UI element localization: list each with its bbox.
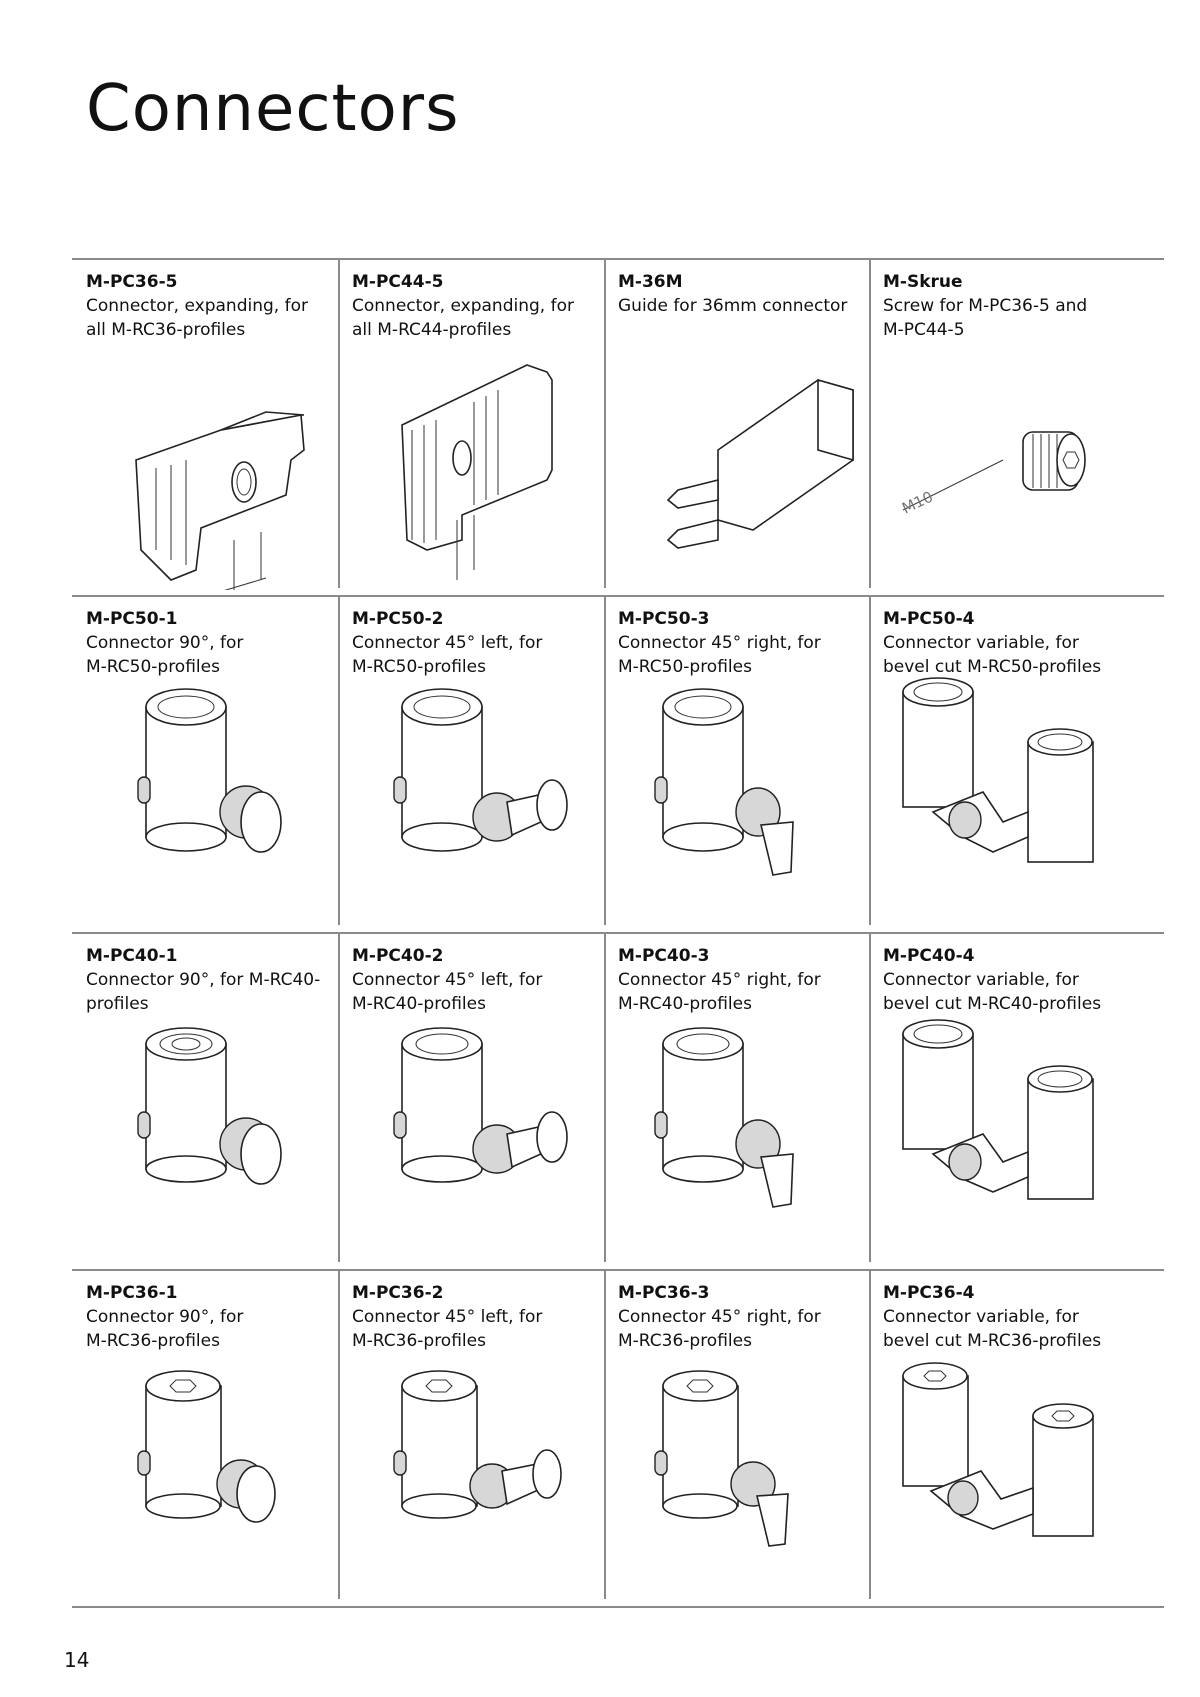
dimension-label: M10 <box>899 487 936 518</box>
product-code: M-PC36-4 <box>883 1283 975 1303</box>
product-card <box>883 944 1153 1264</box>
product-card <box>352 607 602 927</box>
product-desc-line: profiles <box>86 994 149 1014</box>
dimension-label <box>411 589 447 590</box>
product-desc-line: M-RC40-profiles <box>618 994 752 1014</box>
product-grid <box>72 258 1164 1606</box>
product-desc-line: M-RC36-profiles <box>352 1331 486 1351</box>
product-desc-line: Connector 45° left, for <box>352 970 543 990</box>
product-desc-line: M-PC44-5 <box>883 320 965 340</box>
column-divider <box>338 932 340 1262</box>
connector-45-left-icon <box>352 944 602 1264</box>
product-card <box>86 607 336 927</box>
product-card <box>618 1281 868 1601</box>
product-code: M-PC36-1 <box>86 1283 178 1303</box>
page-number: 14 <box>64 1648 90 1672</box>
product-desc-line: Connector, expanding, for <box>86 296 308 316</box>
connector-45-left-icon <box>352 607 602 927</box>
expanding-connector-wide-icon <box>352 270 602 590</box>
column-divider <box>604 932 606 1262</box>
row-divider <box>72 595 1164 597</box>
product-card <box>352 1281 602 1601</box>
product-desc-line: Connector 45° right, for <box>618 1307 821 1327</box>
product-code: M-PC44-5 <box>352 272 444 292</box>
connector-45-right-icon <box>618 944 868 1264</box>
connector-45-right-icon <box>618 1281 868 1601</box>
row-divider <box>72 932 1164 934</box>
product-code: M-PC36-5 <box>86 272 178 292</box>
product-desc-line: Connector 90°, for <box>86 633 244 653</box>
product-code: M-PC40-2 <box>352 946 444 966</box>
product-desc-line: bevel cut M-RC36-profiles <box>883 1331 1102 1351</box>
page-title: Connectors <box>86 72 460 146</box>
product-card <box>883 1281 1153 1601</box>
product-card <box>352 944 602 1264</box>
column-divider <box>869 595 871 925</box>
product-desc-line: all M-RC44-profiles <box>352 320 512 340</box>
product-card <box>618 944 868 1264</box>
product-code: M-PC50-3 <box>618 609 710 629</box>
connector-variable-icon <box>883 1281 1153 1601</box>
product-desc-line: M-RC36-profiles <box>86 1331 220 1351</box>
product-desc-line: Connector 45° left, for <box>352 633 543 653</box>
connector-45-right-icon <box>618 607 868 927</box>
row-divider <box>72 258 1164 260</box>
column-divider <box>604 1269 606 1599</box>
product-card <box>86 944 336 1264</box>
column-divider <box>338 1269 340 1599</box>
product-code: M-PC40-3 <box>618 946 710 966</box>
product-desc-line: all M-RC36-profiles <box>86 320 246 340</box>
connector-90-icon <box>86 1281 336 1601</box>
product-desc-line: Connector 45° right, for <box>618 633 821 653</box>
column-divider <box>869 1269 871 1599</box>
product-desc-line: Connector, expanding, for <box>352 296 574 316</box>
row-divider <box>72 1269 1164 1271</box>
product-card <box>86 270 336 590</box>
product-desc-line: Guide for 36mm connector <box>618 296 848 316</box>
product-desc-line: M-RC50-profiles <box>618 657 752 677</box>
product-desc-line: bevel cut M-RC40-profiles <box>883 994 1102 1014</box>
product-desc-line: bevel cut M-RC50-profiles <box>883 657 1102 677</box>
column-divider <box>869 258 871 588</box>
product-desc-line: M-RC36-profiles <box>618 1331 752 1351</box>
guide-icon <box>618 270 868 590</box>
product-desc-line: Connector 90°, for M-RC40- <box>86 970 321 990</box>
column-divider <box>338 595 340 925</box>
connector-variable-icon <box>883 607 1153 927</box>
product-card <box>352 270 602 590</box>
product-desc-line: Connector variable, for <box>883 970 1079 990</box>
product-desc-line: Connector variable, for <box>883 633 1079 653</box>
product-desc-line: Connector 90°, for <box>86 1307 244 1327</box>
product-code: M-PC50-4 <box>883 609 975 629</box>
product-desc-line: M-RC40-profiles <box>352 994 486 1014</box>
product-desc-line: Connector 45° right, for <box>618 970 821 990</box>
product-card <box>883 270 1153 590</box>
product-desc-line: Connector variable, for <box>883 1307 1079 1327</box>
product-code: M-PC50-1 <box>86 609 178 629</box>
connector-variable-icon <box>883 944 1153 1264</box>
column-divider <box>604 595 606 925</box>
product-card <box>883 607 1153 927</box>
product-code: M-PC40-1 <box>86 946 178 966</box>
product-code: M-Skrue <box>883 272 963 292</box>
product-code: M-PC40-4 <box>883 946 975 966</box>
product-code: M-PC36-3 <box>618 1283 710 1303</box>
product-code: M-PC50-2 <box>352 609 444 629</box>
connector-90-icon <box>86 944 336 1264</box>
column-divider <box>338 258 340 588</box>
product-desc-line: M-RC50-profiles <box>86 657 220 677</box>
product-desc-line: M-RC50-profiles <box>352 657 486 677</box>
screw-icon <box>883 270 1153 590</box>
column-divider <box>869 932 871 1262</box>
product-card <box>618 270 868 590</box>
product-card <box>86 1281 336 1601</box>
connector-45-left-icon <box>352 1281 602 1601</box>
product-card <box>618 607 868 927</box>
product-desc-line: Connector 45° left, for <box>352 1307 543 1327</box>
connector-90-icon <box>86 607 336 927</box>
product-desc-line: Screw for M-PC36-5 and <box>883 296 1088 316</box>
product-code: M-PC36-2 <box>352 1283 444 1303</box>
product-code: M-36M <box>618 272 683 292</box>
column-divider <box>604 258 606 588</box>
expanding-connector-icon <box>86 270 336 590</box>
row-divider <box>72 1606 1164 1608</box>
